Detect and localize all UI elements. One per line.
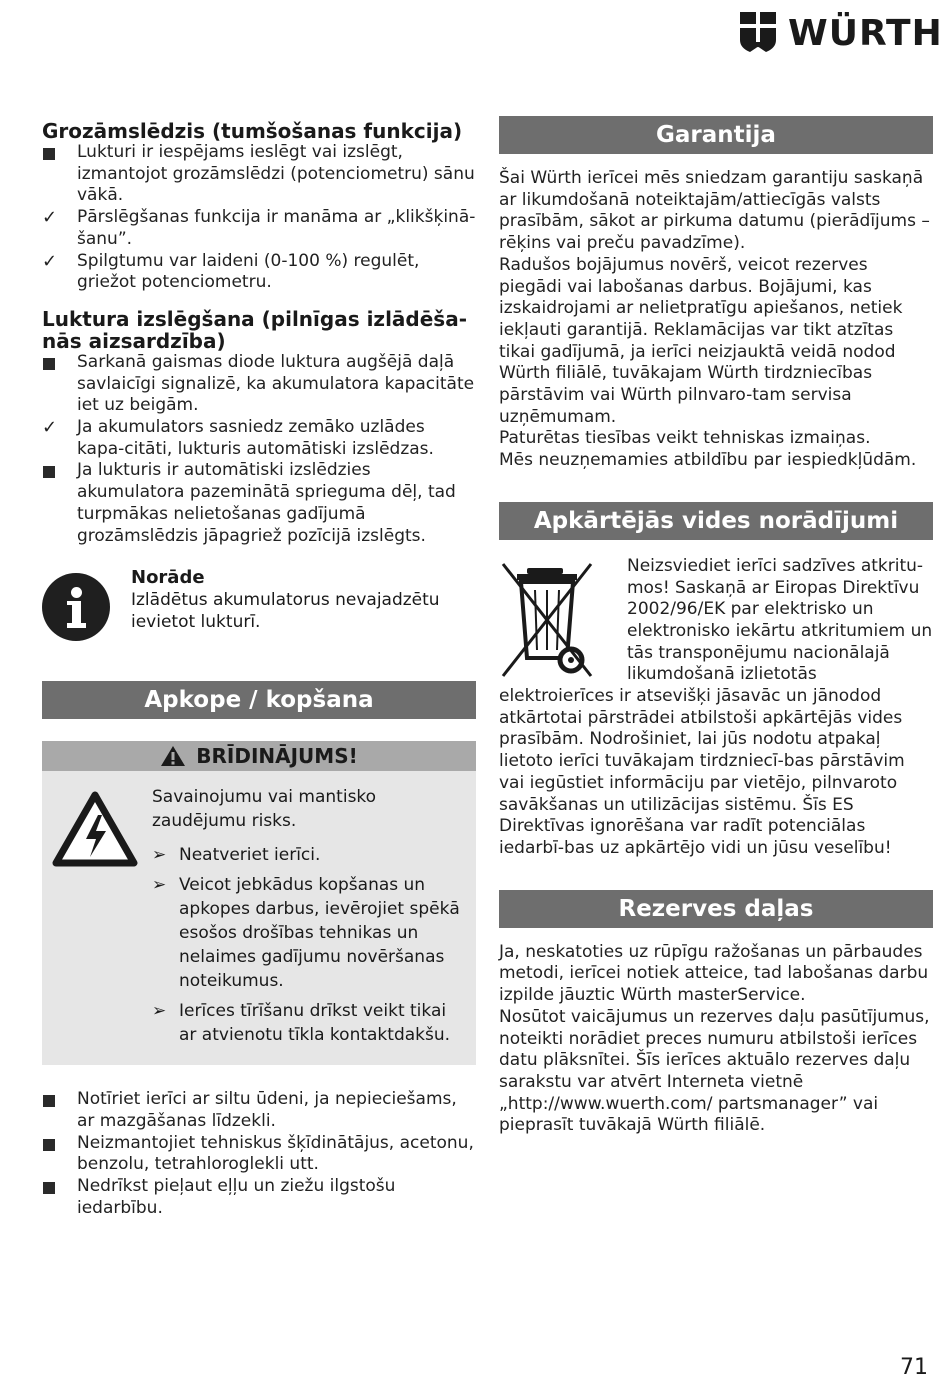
list-item: Lukturi ir iespējams ieslēgt vai izslēgt, izmantojot grozāmslēdzi (potenciometru) sānu vākā. bbox=[42, 142, 476, 207]
section-band-warranty: Garantija bbox=[499, 116, 933, 154]
square-bullet-icon bbox=[43, 148, 55, 160]
section-band-environment: Apkārtējās vides norādījumi bbox=[499, 502, 933, 540]
square-bullet-icon bbox=[43, 1095, 55, 1107]
check-bullet-icon: ✓ bbox=[42, 250, 58, 272]
section-band-care: Apkope / kopšana bbox=[42, 681, 476, 719]
list-item: ✓ Spilgtumu var laideni (0-100 %) regulēt, griežot potenciometru. bbox=[42, 250, 420, 293]
care-list bbox=[42, 1089, 476, 1219]
warranty-text: Šai Würth ierīcei mēs sniedzam garantiju saskaņā ar likumdošanā noteiktajām/attiecīgās valsts prasībām, sākot ar pirkuma datumu (pierādījums – rēķins vai preču pavadzīme). Radušos bojājumus novērš, veicot rezerves piegādi vai labošanas darbus. Bojājumi, kas izskaidrojami ar nelietpratīgu apiešanos, netiek iekļauti garantijā. Reklamācijas var tikt atzītas tikai gadījumā, ja ierīci neizjauktā veidā nodod Würth filiālē, tuvākajam Würth tirdzniecības pārstāvim vai Würth pilnvaro-tam servisa uzņēmumam. Paturētas tiesības veikt tehniskas izmaiņas. Mēs neuzņemamies atbildību par iespiedkļūdām. bbox=[499, 168, 930, 471]
environment-text: Neizsviediet ierīci sadzīves atkritu-mos! Saskaņā ar Eiropas Direktīvu 2002/96/EK par elektrisko un elektronisko iekārtu atkritumiem un tās transponējumu nacionālajā likumdošanā izlietotās elektroierīces ir atsevišķi jāsavāc un jānodod atkārtotai pārstrādei atbilstoši apkārtējās vides prasībām. Nodrošiniet, lai jūs nodotu atpakaļ lietoto ierīci tuvākajam tirdzniecī-bas pārstāvim vai iegūstiet informāciju par vietējo, pilnvaroto savākšanas un utilizācijas sistēmu. Šīs ES Direktīvas ignorēšana var radīt potenciālas iedarbī-bas uz apkārtējo vidi un jūsu veselību! bbox=[499, 555, 933, 858]
environment-block bbox=[499, 556, 933, 860]
warning-header bbox=[42, 741, 476, 771]
weee-bin-icon bbox=[499, 560, 595, 684]
list-item: Nedrīkst pieļaut eļļu un ziežu ilgstošu iedarbību. bbox=[42, 1176, 476, 1219]
note-box bbox=[42, 567, 476, 655]
warning-triangle-icon bbox=[160, 745, 186, 767]
list-item: Notīriet ierīci ar siltu ūdeni, ja nepieciešams, ar mazgāšanas līdzekli. bbox=[42, 1089, 476, 1132]
left-column bbox=[42, 120, 476, 1219]
list-item: ✓ Ja akumulators sasniedz zemāko uzlādes kapa-citāti, lukturis automātiski izslēdzas. bbox=[42, 417, 434, 459]
warning-box bbox=[42, 741, 476, 1065]
square-bullet-icon bbox=[43, 466, 55, 478]
spare-parts-text: Ja, neskatoties uz rūpīgu ražošanas un pārbaudes metodi, ierīcei notiek atteice, tad labošanas darbu izpilde jāuztic Würth masterService. Nosūtot vaicājumus un rezerves daļu pasūtījumus, noteikti norādiet preces numuru atbilstoši ierīces datu plāksnītei. Šīs ierīces aktuālo rezerves daļu sarakstu var atvērt Interneta vietnē „http://www.wuerth.com/ partsmanager” vai pieprasīt tuvākajā Würth filiālē. bbox=[499, 941, 930, 1136]
logo-wordmark: WÜRTH bbox=[788, 13, 943, 54]
warning-item: ➢ Veicot jebkādus kopšanas un apkopes darbus, ievērojiet spēkā esošos drošības tehnikas un nelaimes gadījumu novēršanas noteikumus. bbox=[152, 875, 460, 992]
warning-title: BRĪDINĀJUMS! bbox=[196, 744, 358, 769]
list-item: Neizmantojiet tehniskus šķīdinātājus, acetonu, benzolu, tetrahloroglekli utt. bbox=[42, 1133, 476, 1176]
warning-item: ➢ Ierīces tīrīšanu drīkst veikt tikai ar atvienotu tīkla kontaktdakšu. bbox=[152, 1001, 451, 1046]
section-title-lamp-shutdown: Luktura izslēgšana (pilnīgas izlādēša-nās aizsardzība) bbox=[42, 306, 468, 353]
list-item: Ja lukturis ir automātiski izslēdzies akumulatora pazeminātā sprieguma dēļ, tad turpmākas nelietošanas gadījumā grozāmslēdzis jāpagriež pozīcijā izslēgts. bbox=[42, 460, 476, 547]
list-item: Sarkanā gaismas diode luktura augšējā daļā savlaicīgi signalizē, ka akumulatora kapacitāte iet uz beigām. bbox=[42, 352, 476, 417]
square-bullet-icon bbox=[43, 1139, 55, 1151]
note-title: Norāde bbox=[131, 567, 205, 589]
page-number: 71 bbox=[900, 1355, 928, 1380]
wurth-logo bbox=[738, 10, 943, 56]
rotary-switch-list bbox=[42, 142, 476, 294]
check-bullet-icon: ✓ bbox=[42, 417, 58, 439]
square-bullet-icon bbox=[43, 1182, 55, 1194]
warning-item: ➢ Neatveriet ierīci. bbox=[152, 845, 321, 866]
wurth-logo-icon bbox=[738, 10, 778, 54]
check-bullet-icon: ✓ bbox=[42, 207, 58, 229]
lamp-shutdown-list bbox=[42, 352, 476, 547]
warning-body bbox=[42, 771, 476, 1065]
list-item: ✓ Pārslēgšanas funkcija ir manāma ar „klikšķinā-šanu”. bbox=[42, 207, 476, 249]
arrow-bullet-icon: ➢ bbox=[152, 1001, 167, 1022]
warning-intro: Savainojumu vai mantisko zaudējumu risks. bbox=[152, 787, 377, 832]
arrow-bullet-icon: ➢ bbox=[152, 875, 167, 896]
note-text bbox=[131, 567, 476, 633]
note-body: Izlādētus akumulatorus nevajadzētu ievietot lukturī. bbox=[131, 590, 440, 633]
section-band-spare-parts: Rezerves daļas bbox=[499, 890, 933, 928]
square-bullet-icon bbox=[43, 358, 55, 370]
info-icon bbox=[42, 573, 110, 641]
section-title-rotary-switch: Grozāmslēdzis (tumšošanas funkcija) bbox=[42, 119, 463, 143]
arrow-bullet-icon: ➢ bbox=[152, 845, 167, 866]
right-column bbox=[499, 116, 933, 1137]
high-voltage-icon bbox=[52, 791, 138, 869]
